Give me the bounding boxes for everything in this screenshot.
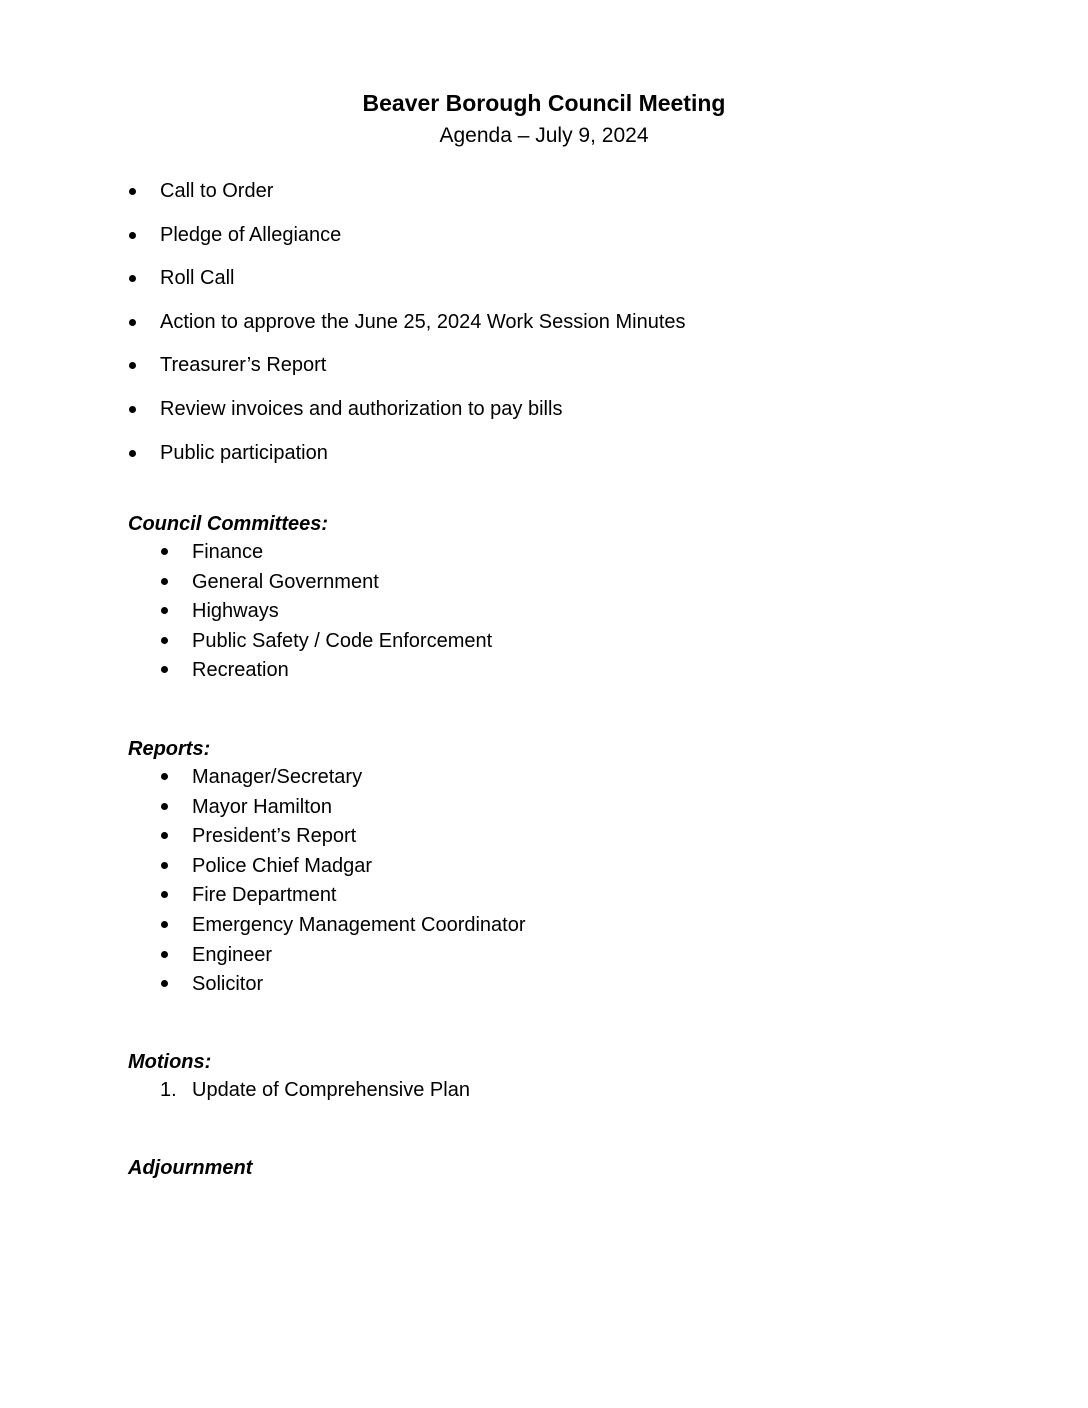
bullet-icon bbox=[161, 637, 168, 644]
committee-item bbox=[160, 538, 492, 568]
bullet-icon bbox=[161, 980, 168, 987]
report-item-text: Manager/Secretary bbox=[192, 766, 363, 788]
bullet-icon bbox=[161, 862, 168, 869]
committees-heading: Council Committees: bbox=[128, 513, 329, 535]
committee-item-text: Finance bbox=[192, 541, 264, 563]
agenda-item bbox=[128, 307, 686, 351]
committee-item bbox=[160, 656, 492, 686]
report-item-text: Engineer bbox=[192, 943, 273, 966]
report-item bbox=[160, 941, 526, 971]
agenda-item bbox=[128, 394, 686, 438]
agenda-item-text: Roll Call bbox=[160, 267, 235, 290]
bullet-icon bbox=[161, 578, 168, 585]
bullet-icon bbox=[161, 773, 168, 780]
report-item-text: Fire Department bbox=[192, 884, 337, 907]
committee-item-text: General Government bbox=[192, 570, 379, 593]
agenda-item-text: Public participation bbox=[160, 441, 328, 464]
committee-item bbox=[160, 627, 492, 657]
bullet-icon bbox=[161, 832, 168, 839]
reports-list bbox=[160, 763, 526, 1000]
bullet-icon bbox=[129, 232, 136, 239]
bullet-icon bbox=[129, 450, 136, 457]
report-item bbox=[160, 793, 526, 823]
report-item-text: Emergency Management Coordinator bbox=[192, 913, 526, 936]
report-item-text: President’s Report bbox=[192, 825, 357, 848]
committee-item-text: Public Safety / Code Enforcement bbox=[192, 629, 493, 652]
agenda-item-text: Pledge of Allegiance bbox=[160, 223, 342, 246]
bullet-icon bbox=[129, 188, 136, 195]
committee-item-text: Recreation bbox=[192, 659, 289, 682]
bullet-icon bbox=[129, 275, 136, 282]
report-item bbox=[160, 970, 526, 1000]
report-item bbox=[160, 881, 526, 911]
committee-item bbox=[160, 597, 492, 627]
committee-item-text: Highways bbox=[192, 600, 279, 623]
reports-heading: Reports: bbox=[128, 738, 211, 760]
motion-number: 1. bbox=[160, 1079, 177, 1101]
document-title: Beaver Borough Council Meeting bbox=[362, 90, 726, 116]
motions-heading: Motions: bbox=[128, 1051, 212, 1073]
agenda-item bbox=[128, 438, 686, 482]
agenda-item-text: Review invoices and authorization to pay bills bbox=[160, 397, 563, 420]
report-item-text: Solicitor bbox=[192, 973, 264, 996]
bullet-icon bbox=[161, 921, 168, 928]
report-item bbox=[160, 852, 526, 882]
bullet-icon bbox=[161, 548, 168, 555]
agenda-item-text: Treasurer’s Report bbox=[160, 354, 327, 377]
report-item bbox=[160, 911, 526, 941]
agenda-item bbox=[128, 263, 686, 307]
adjournment-heading: Adjournment bbox=[128, 1157, 253, 1179]
bullet-icon bbox=[129, 319, 136, 326]
bullet-icon bbox=[129, 406, 136, 413]
agenda-item-text: Action to approve the June 25, 2024 Work Session Minutes bbox=[160, 310, 686, 333]
bullet-icon bbox=[161, 951, 168, 958]
agenda-item bbox=[128, 220, 686, 264]
bullet-icon bbox=[129, 362, 136, 369]
motions-list bbox=[160, 1076, 470, 1106]
bullet-icon bbox=[161, 666, 168, 673]
report-item-text: Mayor Hamilton bbox=[192, 795, 333, 818]
agenda-item-text: Call to Order bbox=[160, 180, 274, 202]
agenda-item bbox=[128, 350, 686, 394]
agenda-item bbox=[128, 176, 686, 220]
bullet-icon bbox=[161, 891, 168, 898]
committees-list bbox=[160, 538, 492, 686]
bullet-icon bbox=[161, 803, 168, 810]
document-subtitle: Agenda – July 9, 2024 bbox=[439, 124, 649, 147]
bullet-icon bbox=[161, 607, 168, 614]
report-item-text: Police Chief Madgar bbox=[192, 854, 373, 877]
report-item bbox=[160, 822, 526, 852]
agenda-list bbox=[128, 176, 686, 481]
report-item bbox=[160, 763, 526, 793]
motion-item bbox=[160, 1076, 470, 1106]
motion-item-text: Update of Comprehensive Plan bbox=[192, 1079, 470, 1101]
committee-item bbox=[160, 568, 492, 598]
